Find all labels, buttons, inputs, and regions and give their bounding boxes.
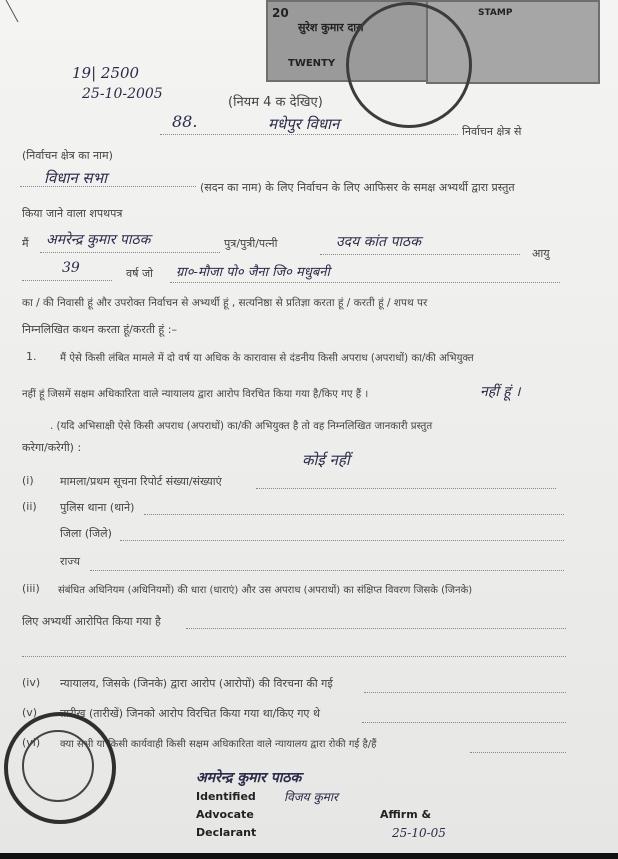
stamp-seal-icon — [346, 2, 472, 128]
item-label: तारीख (तारीखें) जिनको आरोप विरचित किया गया था/किए गए थे — [60, 707, 321, 720]
father-name: उदय कांत पाठक — [336, 234, 421, 250]
constituency-number: 88. — [172, 112, 198, 131]
clause-handwritten: नहीं हूं । — [480, 384, 521, 400]
item-num: (iv) — [22, 676, 41, 689]
item-label: राज्य — [60, 555, 81, 568]
item-line — [144, 514, 564, 515]
house-text-2: किया जाने वाला शपथपत्र — [22, 207, 123, 220]
house-line — [20, 186, 196, 187]
rule-reference: (नियम 4 क देखिए) — [228, 95, 323, 110]
clause-text-2: नहीं हूं जिसमें सक्षम अधिकारिता वाले न्यायालय द्वारा आरोप विरचित किया गया है/किए गए हैं । — [22, 389, 369, 400]
page-bottom-edge — [0, 853, 618, 859]
relation-label: पुत्र/पुत्री/पत्नी — [224, 237, 278, 250]
constituency-caption: (निर्वाचन क्षेत्र का नाम) — [22, 149, 113, 162]
clause-text-4: करेगा/करेगी) : — [22, 441, 82, 454]
identifier-signature: विजय कुमार — [284, 790, 338, 804]
item-line — [256, 488, 556, 489]
declarant-label: Declarant — [196, 826, 257, 839]
item-num: (vi) — [22, 736, 41, 749]
name-line — [40, 252, 220, 253]
deponent-name: अमरेन्द्र कुमार पाठक — [46, 232, 151, 248]
notary-seal-inner-icon — [22, 730, 94, 802]
house-text: (सदन का नाम) के लिए निर्वाचन के लिए आफिसर के समक्ष अभ्यर्थी द्वारा प्रस्तुत — [200, 181, 515, 194]
file-number: 19| 2500 — [72, 64, 140, 82]
age-line — [22, 280, 112, 281]
item-line — [22, 656, 566, 657]
constituency-label: निर्वाचन क्षेत्र से — [462, 125, 522, 138]
item-line — [470, 752, 566, 753]
corner-mark — [0, 0, 40, 30]
clause-text-1: मैं ऐसे किसी लंबित मामले में दो वर्ष या अधिक के कारावास से दंडनीय किसी अपराध (अपराधों) का/की अभियुक्त — [60, 353, 474, 364]
item-label: पुलिस थाना (थाने) — [60, 501, 135, 514]
item-line — [186, 628, 566, 629]
house-name: विधान सभा — [44, 169, 107, 187]
clause-number: 1. — [26, 350, 37, 363]
deponent-address: ग्रा०-मौजा पो० जैना जि० मधुबनी — [176, 265, 330, 280]
item-label: संबंधित अधिनियम (अधिनियमों) की धारा (धाराएं) और उस अपराध (अपराधों) का संक्षिप्त विवरण जिसके (जिनके) — [58, 585, 473, 596]
resident-label: वर्ष जो — [126, 267, 153, 280]
item-num: (ii) — [22, 500, 37, 513]
item-num: (v) — [22, 706, 38, 719]
deponent-prefix: मैं — [22, 237, 29, 250]
item-label: लिए अभ्यर्थी आरोपित किया गया है — [22, 615, 161, 628]
clause-text-3: . (यदि अभिसाक्षी ऐसे किसी अपराध (अपराधों) का/की अभियुक्त है तो वह निम्नलिखित जानकारी प्रस्तुत — [50, 421, 433, 432]
item-label: क्या सभी या किसी कार्यवाही किसी सक्षम अधिकारिता वाले न्यायालय द्वारा रोकी गई है/हैं — [60, 739, 377, 750]
address-line — [170, 282, 560, 283]
item-line — [362, 722, 566, 723]
file-date: 25-10-2005 — [82, 86, 163, 102]
age-label: आयु — [532, 247, 550, 260]
item-line — [120, 540, 564, 541]
declaration-line: का / की निवासी हूं और उपरोक्त निर्वाचन से अभ्यर्थी हूं , सत्यनिष्ठा से प्रतिज्ञा करता हूं / करती हूं / शपथ पर — [22, 297, 428, 309]
stamp-vendor-text: सुरेश कुमार दास — [298, 21, 364, 34]
constituency-name: मधेपुर विधान — [268, 115, 340, 133]
item-line — [90, 570, 564, 571]
item-label: मामला/प्रथम सूचना रिपोर्ट संख्या/संख्याएं — [60, 475, 222, 488]
stamp-word: TWENTY — [288, 58, 336, 69]
advocate-label: Advocate — [196, 808, 254, 821]
affirm-label: Affirm & — [380, 808, 432, 821]
stamp-label: STAMP — [478, 8, 513, 18]
item-num: (iii) — [22, 582, 40, 595]
constituency-line — [160, 134, 458, 135]
father-line — [320, 254, 520, 255]
item-line — [364, 692, 566, 693]
item-num: (i) — [22, 474, 34, 487]
nil-handwritten: कोई नहीं — [302, 451, 350, 469]
declaration-line-2: निम्नलिखित कथन करता हूं/करती हूं :– — [22, 323, 177, 336]
deponent-signature: अमरेन्द्र कुमार पाठक — [196, 770, 302, 786]
item-label: न्यायालय, जिसके (जिनके) द्वारा आरोप (आरोपों) की विरचना की गई — [60, 677, 333, 690]
stamp-denomination: 20 — [272, 6, 289, 20]
identified-label: Identified — [196, 790, 256, 803]
sign-date: 25-10-05 — [392, 826, 446, 840]
item-label: जिला (जिले) — [60, 527, 112, 540]
age-value: 39 — [62, 260, 80, 276]
